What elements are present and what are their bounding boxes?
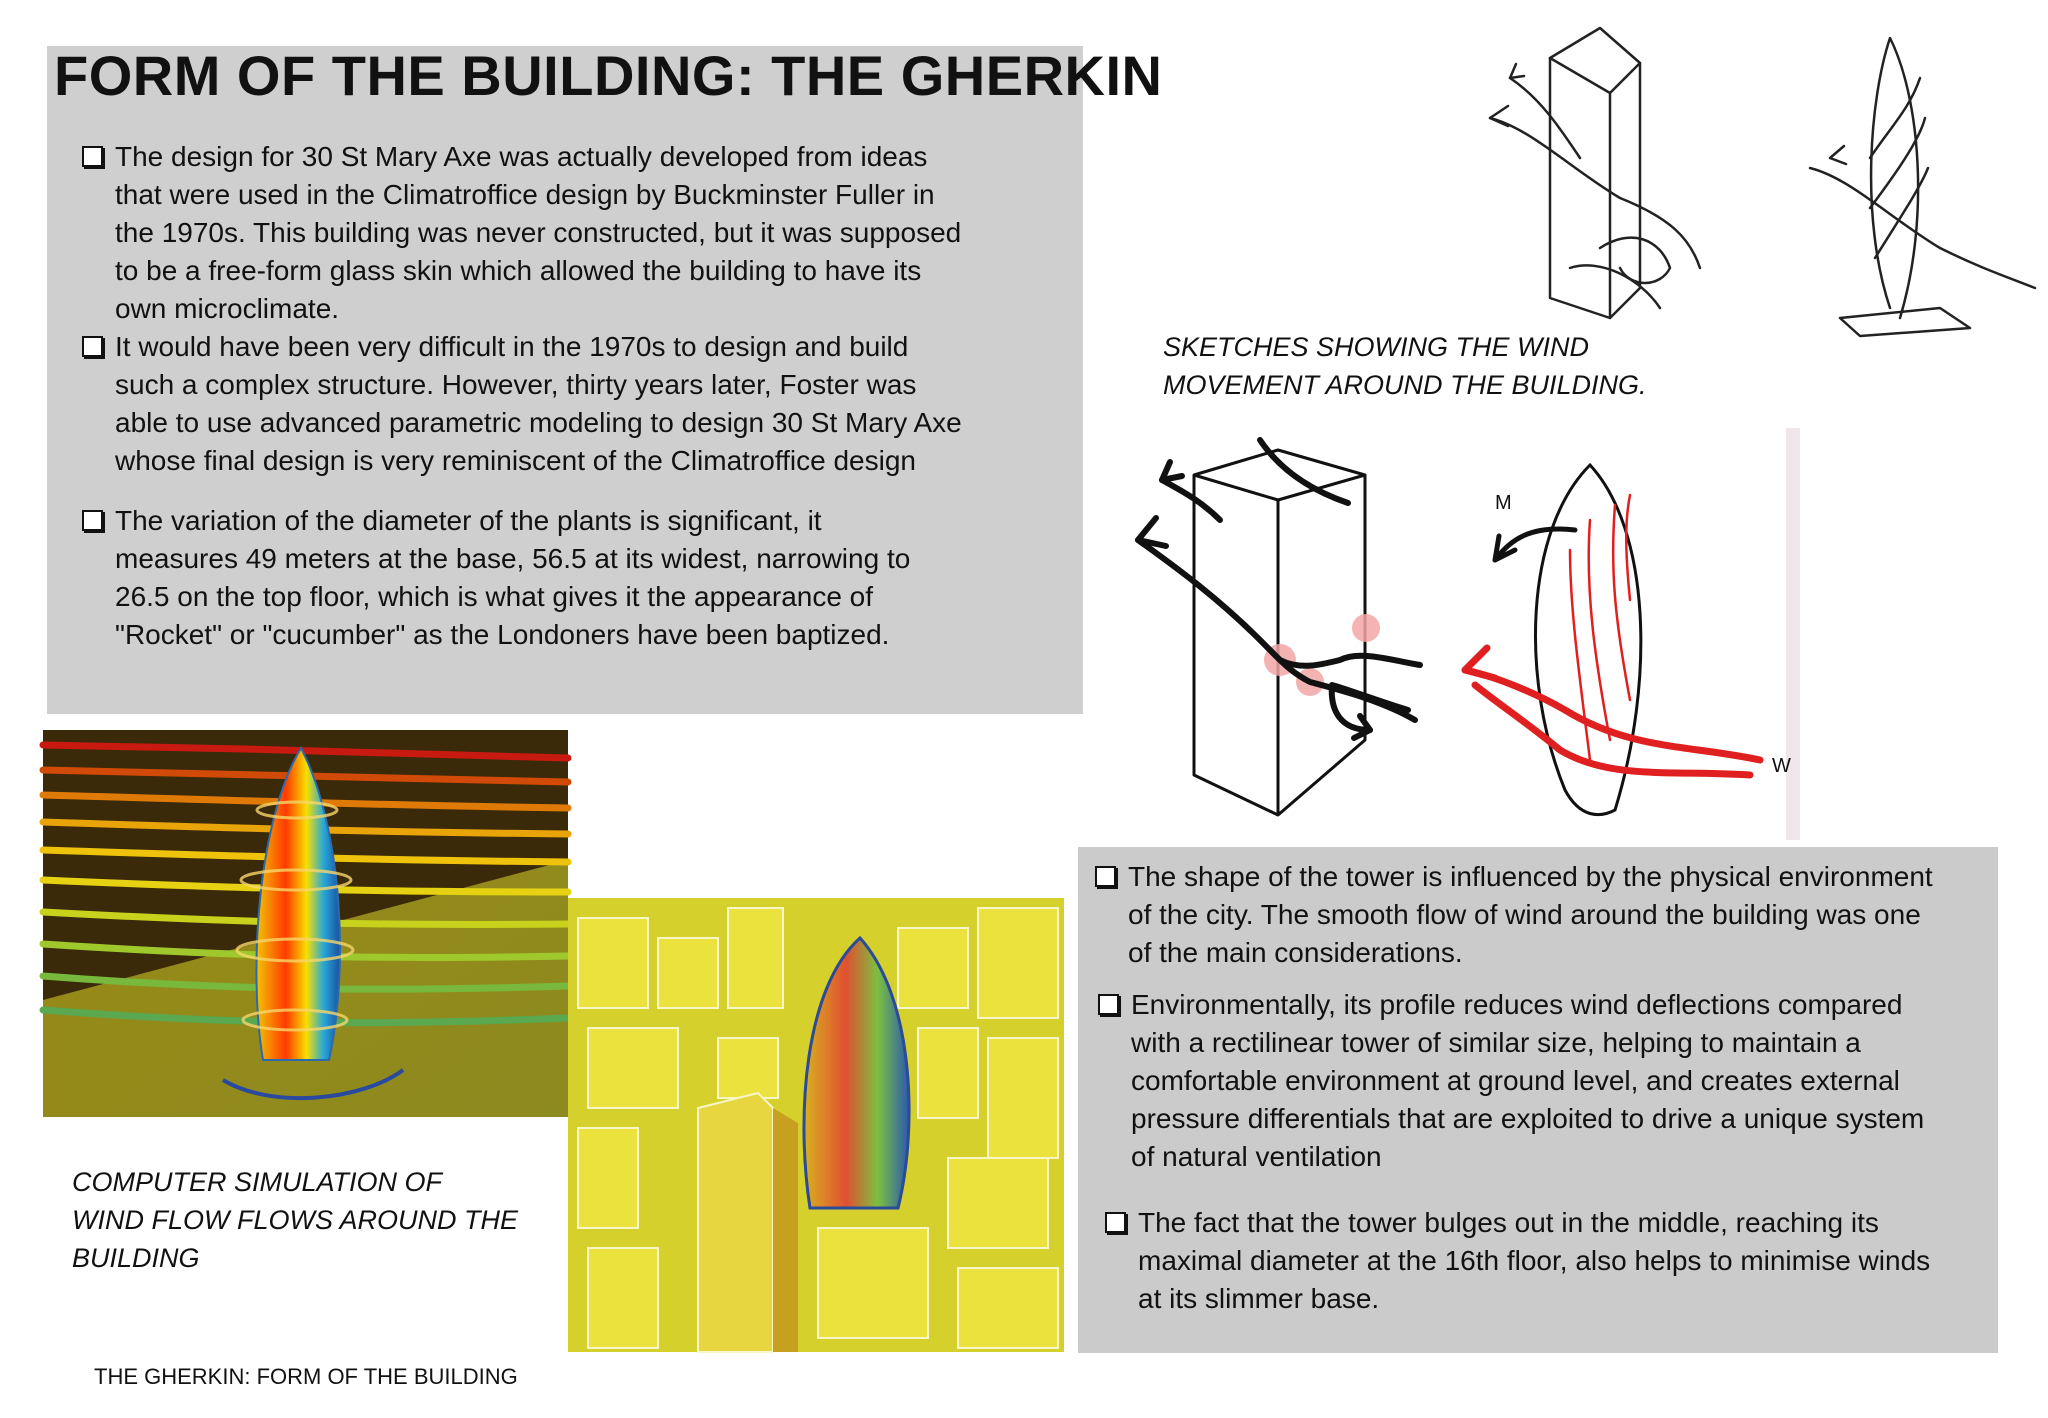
page-footer: THE GHERKIN: FORM OF THE BUILDING xyxy=(94,1364,518,1389)
checkbox-bullet-icon xyxy=(82,510,103,531)
right-bullet-1-line-2: of the city. The smooth flow of wind around the building was one xyxy=(1128,899,1921,930)
checkbox-bullet-icon xyxy=(82,146,103,167)
sketch-caption-line-1: SKETCHES SHOWING THE WIND xyxy=(1163,332,1590,362)
left-bullet-2-line-3: able to use advanced parametric modeling to design 30 St Mary Axe xyxy=(115,407,962,438)
diagram-divider xyxy=(1786,428,1800,840)
right-bullet-2-line-2: with a rectilinear tower of similar size, helping to maintain a xyxy=(1131,1027,1861,1058)
left-bullet-1-line-3: the 1970s. This building was never constructed, but it was supposed xyxy=(115,217,962,248)
simulation-caption-line-2: WIND FLOW FLOWS AROUND THE xyxy=(72,1205,518,1235)
left-bullet-3-line-3: 26.5 on the top floor, which is what gives it the appearance of xyxy=(115,581,874,612)
right-bullet-2-line-1: Environmentally, its profile reduces wind deflections compared xyxy=(1131,989,1903,1020)
simulation-image-city xyxy=(568,898,1064,1352)
checkbox-bullet-icon xyxy=(1098,994,1119,1015)
simulation-caption xyxy=(72,1163,518,1277)
right-bullet-1-line-3: of the main considerations. xyxy=(1128,937,1463,968)
right-bullet-3-line-1: The fact that the tower bulges out in the middle, reaching its xyxy=(1138,1207,1879,1238)
simulation-caption-line-3: BUILDING xyxy=(72,1243,200,1273)
left-bullet-1-line-4: to be a free-form glass skin which allowed the building to have its xyxy=(115,255,922,286)
right-bullet-3-line-2: maximal diameter at the 16th floor, also helps to minimise winds xyxy=(1138,1245,1931,1276)
simulation-image-streamlines xyxy=(43,730,568,1117)
wind-flow-diagram xyxy=(1110,420,1810,840)
simulation-caption-line-1: COMPUTER SIMULATION OF xyxy=(72,1167,443,1197)
box-tower xyxy=(1194,450,1365,815)
checkbox-bullet-icon xyxy=(82,336,103,357)
label-m: M xyxy=(1495,492,1512,514)
left-bullet-1-line-1: The design for 30 St Mary Axe was actually developed from ideas xyxy=(115,141,928,172)
checkbox-bullet-icon xyxy=(1095,866,1116,887)
sketch-caption-line-2: MOVEMENT AROUND THE BUILDING. xyxy=(1163,370,1647,400)
label-w: W xyxy=(1772,755,1791,777)
right-bullet-1 xyxy=(1095,858,1995,972)
right-bullet-2 xyxy=(1098,986,1995,1176)
left-bullet-2-line-2: such a complex structure. However, thirty years later, Foster was xyxy=(115,369,917,400)
left-bullet-2-line-4: whose final design is very reminiscent of the Climatroffice design xyxy=(115,445,916,476)
right-bullet-2-line-5: of natural ventilation xyxy=(1131,1141,1382,1172)
sketch-caption xyxy=(1163,328,1647,404)
left-bullet-3-line-1: The variation of the diameter of the plants is significant, it xyxy=(115,505,822,536)
right-bullet-2-line-3: comfortable environment at ground level, and creates external xyxy=(1131,1065,1900,1096)
left-bullet-3 xyxy=(82,502,1062,654)
right-bullet-3 xyxy=(1105,1204,1995,1318)
left-bullet-list xyxy=(82,138,1062,654)
right-bullet-list xyxy=(1095,858,1995,1318)
left-bullet-1-line-5: own microclimate. xyxy=(115,293,340,324)
checkbox-bullet-icon xyxy=(1105,1212,1126,1233)
wind-sketches xyxy=(1470,18,2040,338)
left-bullet-3-line-4: "Rocket" or "cucumber" as the Londoners have been baptized. xyxy=(115,619,890,650)
left-bullet-2-line-1: It would have been very difficult in the 1970s to design and build xyxy=(115,331,909,362)
left-bullet-3-line-2: measures 49 meters at the base, 56.5 at its widest, narrowing to xyxy=(115,543,911,574)
left-bullet-2 xyxy=(82,328,1062,480)
page-title: FORM OF THE BUILDING: THE GHERKIN xyxy=(54,44,1163,107)
left-bullet-1-line-2: that were used in the Climatroffice design by Buckminster Fuller in xyxy=(115,179,935,210)
right-bullet-2-line-4: pressure differentials that are exploited to drive a unique system xyxy=(1131,1103,1925,1134)
left-bullet-1 xyxy=(82,138,1062,328)
right-bullet-3-line-3: at its slimmer base. xyxy=(1138,1283,1380,1314)
right-bullet-1-line-1: The shape of the tower is influenced by the physical environment xyxy=(1128,861,1933,892)
